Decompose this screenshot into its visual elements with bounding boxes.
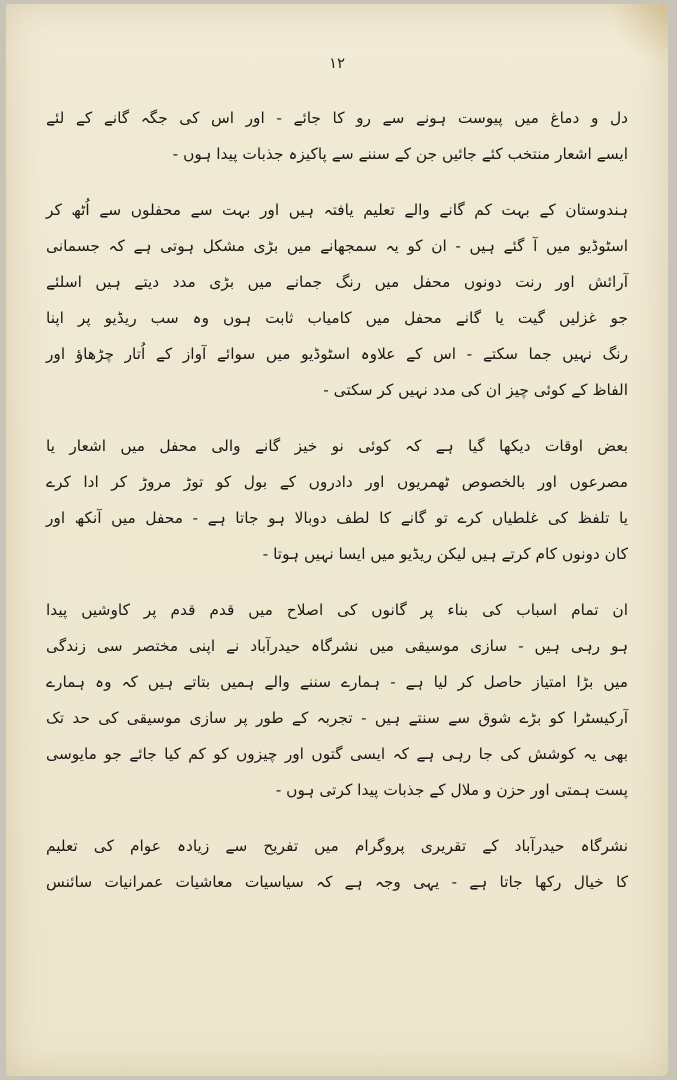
text-line: نشرگاہ حیدرآباد کے تقریری پروگرام میں تفریح سے زیادہ عوام کی تعلیم — [46, 837, 628, 855]
text-line: ہو رہی ہیں - سازی موسیقی میں نشرگاہ حیدرآباد نے اپنی مختصر سی زندگی — [46, 637, 628, 655]
text-line: الفاظ کے کوئی چیز ان کی مدد نہیں کر سکتی - — [323, 381, 628, 399]
text-line: بھی یہ کوشش کی جا رہی ہے کہ ایسی گتوں اور چیزوں کو کم کیا جائے جو مایوسی — [46, 745, 628, 763]
text-line: بعض اوقات دیکھا گیا ہے کہ کوئی نو خیز گانے والی محفل میں اشعار یا — [46, 437, 628, 455]
page-number: ١٢ — [328, 54, 346, 72]
text-line: ان تمام اسباب کی بناء پر گانوں کی اصلاح میں قدم قدم پر کاوشیں پیدا — [46, 601, 628, 619]
text-line: ہندوستان کے بہت کم گانے والے تعلیم یافتہ ہیں اور بہت سے محفلوں سے اُٹھ کر — [46, 201, 628, 219]
paragraph-1 — [46, 100, 628, 172]
text-line: آرائش اور رنت دونوں محفل میں رنگ جمانے میں بڑی مدد دیتے ہیں اسلئے — [46, 273, 628, 291]
body-text — [46, 100, 628, 900]
text-line: پست ہمتی اور حزن و ملال کے جذبات پیدا کرتی ہوں - — [275, 781, 628, 799]
text-line: ایسے اشعار منتخب کئے جائیں جن کے سننے سے پاکیزہ جذبات پیدا ہوں - — [172, 145, 628, 163]
text-line: میں بڑا امتیاز حاصل کر لیا ہے - ہمارے سننے والے ہمیں بتاتے ہیں کہ وہ ہمارے — [46, 673, 628, 691]
text-line: کان دونوں کام کرتے ہیں لیکن ریڈیو میں ایسا نہیں ہوتا - — [262, 545, 628, 563]
paragraph-2 — [46, 192, 628, 408]
text-line: کا خیال رکھا جاتا ہے - یہی وجہ ہے کہ سیاسیات معاشیات عمرانیات سائنس — [46, 873, 628, 891]
paragraph-3 — [46, 428, 628, 572]
text-line: یا تلفظ کی غلطیاں کرے تو گانے کا لطف دوبالا ہو جاتا ہے - محفل میں آنکھ اور — [46, 509, 628, 527]
text-line: دل و دماغ میں پیوست ہونے سے رو کا جائے - اور اس کی جگہ گانے کے لئے — [46, 109, 628, 127]
paragraph-5 — [46, 828, 628, 900]
text-line: آرکیسٹرا کو بڑے شوق سے سنتے ہیں - تجربہ کے طور پر سازی موسیقی کی حد تک — [46, 709, 628, 727]
text-line: مصرعوں اور بالخصوص ٹھمریوں اور دادروں کے بول کو توڑ مروڑ کر ادا کرے — [46, 473, 628, 491]
text-line: اسٹوڈیو میں آ گئے ہیں - ان کو یہ سمجھانے میں بڑی مشکل ہوتی ہے کہ جسمانی — [46, 237, 628, 255]
text-line: رنگ نہیں جما سکتے - اس کے علاوہ اسٹوڈیو میں سوائے آواز کے اُتار چڑھاؤ اور — [46, 345, 628, 363]
document-page — [6, 4, 668, 1076]
paragraph-4 — [46, 592, 628, 808]
text-line: جو غزلیں گیت یا گانے محفل میں کامیاب ثابت ہوں وہ سب ریڈیو پر اپنا — [46, 309, 628, 327]
